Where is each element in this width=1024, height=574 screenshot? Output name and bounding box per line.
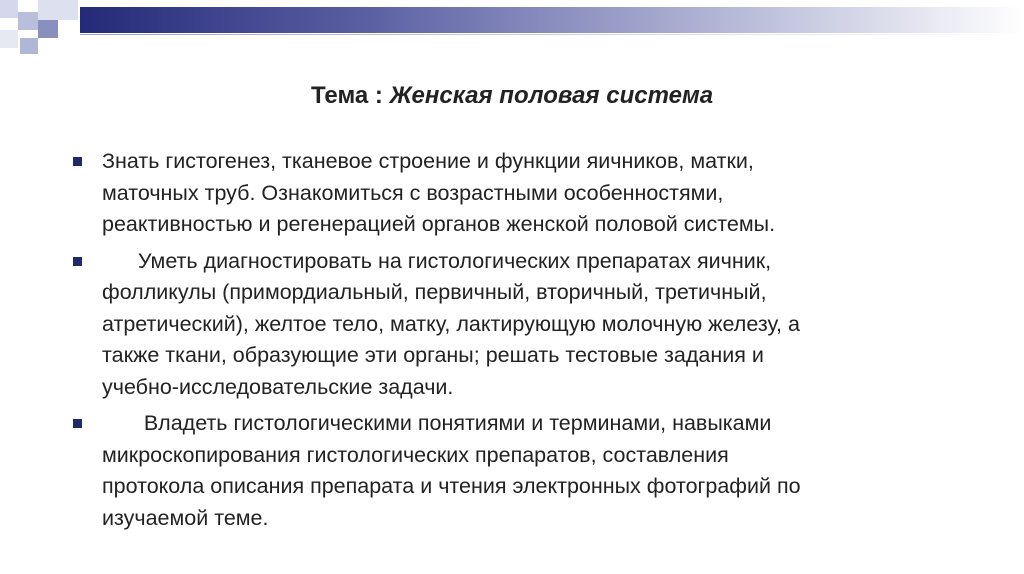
header-gradient-bar xyxy=(80,7,1024,33)
bullet-line: Владеть гистологическими понятиями и терминами, навыками xyxy=(102,411,772,435)
bullet-line: микроскопирования гистологических препаратов, составления xyxy=(102,442,729,467)
slide-title xyxy=(0,82,1024,110)
decor-square-5 xyxy=(0,30,18,48)
bullet-item-2 xyxy=(72,246,972,404)
bullet-item-3 xyxy=(72,408,972,534)
bullet-line: изучаемой теме. xyxy=(102,505,269,530)
decor-square-4 xyxy=(38,20,58,38)
bullet-line: атретический), желтое тело, матку, лактирующую молочную железу, а xyxy=(102,311,800,336)
bullet-line: фолликулы (примордиальный, первичный, вторичный, третичный, xyxy=(102,280,767,304)
bullet-line: Уметь диагностировать на гистологических препаратах яичник, xyxy=(102,248,772,273)
decor-square-3 xyxy=(18,12,38,30)
decor-square-6 xyxy=(20,38,38,54)
header-divider-line xyxy=(80,34,1024,35)
square-bullet-icon xyxy=(73,419,82,428)
bullet-line: реактивностью и регенерацией органов женской половой системы. xyxy=(102,212,776,236)
square-bullet-icon xyxy=(73,257,82,266)
bullet-line: также ткани, образующие эти органы; решать тестовые задания и xyxy=(102,343,764,367)
slide-title-prefix: Тема : xyxy=(310,82,390,109)
bullet-line: маточных труб. Ознакомиться с возрастными особенностями, xyxy=(102,180,724,205)
bullet-list xyxy=(72,146,972,539)
bullet-line: учебно-исследовательские задачи. xyxy=(102,374,454,399)
bullet-line: протокола описания препарата и чтения электронных фотографий по xyxy=(102,474,801,498)
square-bullet-icon xyxy=(73,157,82,166)
decor-square-1 xyxy=(0,0,18,18)
decor-square-2 xyxy=(38,0,78,20)
slide-title-topic: Женская половая система xyxy=(389,82,714,109)
bullet-line: Знать гистогенез, тканевое строение и функции яичников, матки, xyxy=(102,149,754,173)
bullet-item-1 xyxy=(72,146,972,241)
